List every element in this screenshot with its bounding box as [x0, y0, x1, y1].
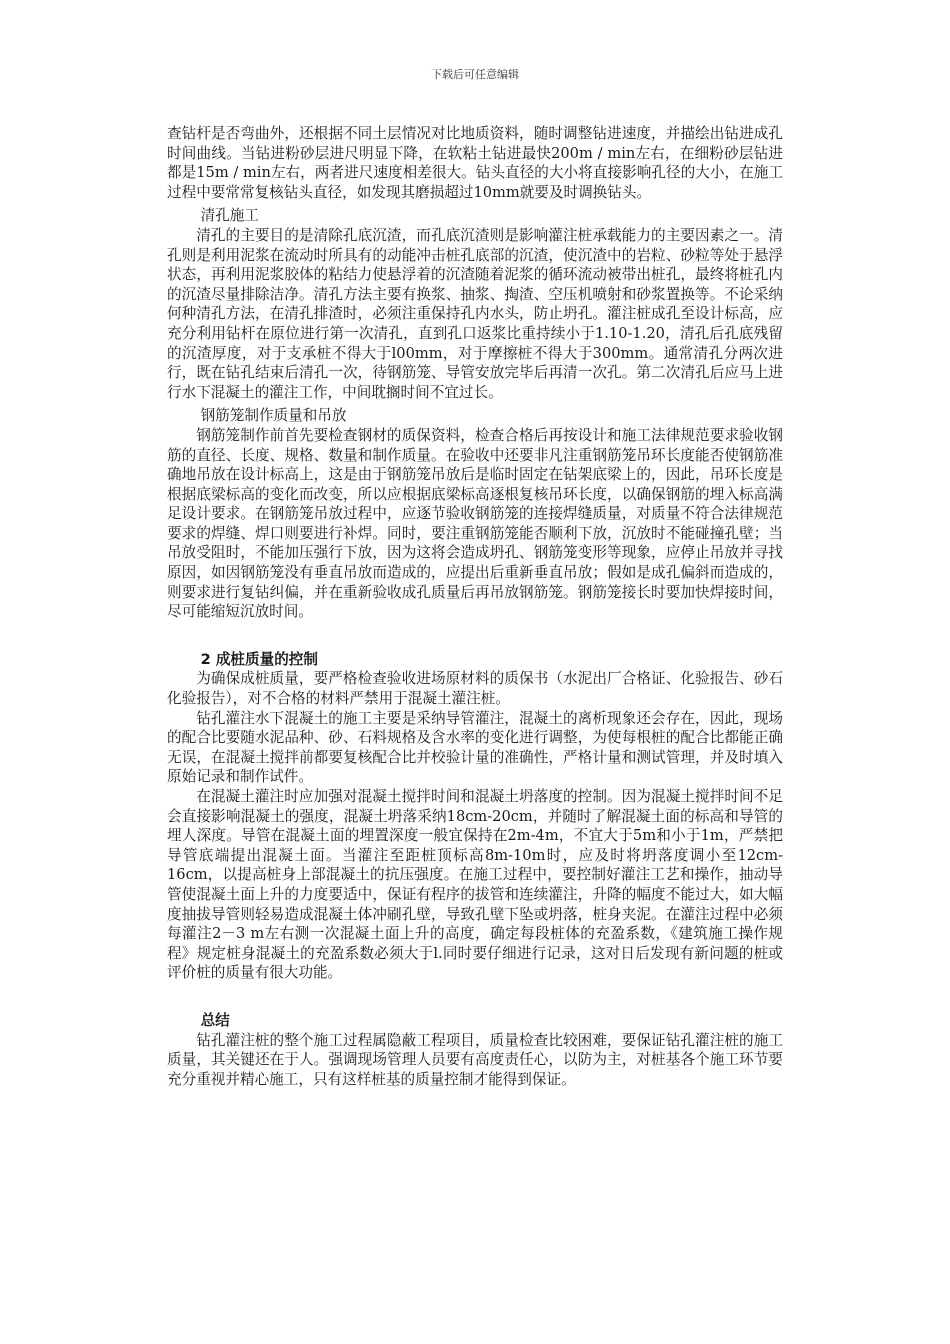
paragraph-materials: 为确保成桩质量，要严格检查验收进场原材料的质保书（水泥出厂合格证、化验报告、砂石化验报告），对不合格的材料严禁用于混凝土灌注桩。 — [167, 670, 783, 708]
section-heading-summary: 总结 — [200, 1011, 230, 1029]
paragraph-hole-cleaning: 清孔的主要目的是清除孔底沉渣，而孔底沉渣则是影响灌注桩承载能力的主要因素之一。清孔则是利用泥浆在流动时所具有的动能冲击桩孔底部的沉渣，使沉渣中的岩粒、砂粒等处于悬浮状态，再利用泥浆胶体的粘结力使悬浮着的沉渣随着泥浆的循环流动被带出桩孔，最终将桩孔内的沉渣尽量排除洁净。清孔方法主要有换浆、抽浆、掏渣、空压机喷射和砂浆置换等。不论采纳何种清孔方法，在清孔排渣时，必须注重保持孔内水头，防止坍孔。灌注桩成孔至设计标高，应充分利用钻杆在原位进行第一次清孔，直到孔口返浆比重持续小于1.10-1.20，清孔后孔底残留的沉渣厚度，对于支承桩不得大于l00mm，对于摩擦桩不得大于300mm。通常清孔分两次进行，既在钻孔结束后清孔一次，待钢筋笼、导管安放完毕后再清一次孔。第二次清孔后应马上进行水下混凝土的灌注工作，中间耽搁时间不宜过长。 — [167, 226, 783, 401]
paragraph-drilling: 查钻杆是否弯曲外，还根据不同土层情况对比地质资料，随时调整钻进速度，并描绘出钻进成孔时间曲线。当钻进粉砂层进尺明显下降，在软粘土钻进最快200m / min左右，在细粉砂层钻进都是15m / min左右，两者进尺速度相差很大。钻头直径的大小将直接影响孔径的大小，在施工过程中要常常复核钻头直径，如发现其磨损超过10mm就要及时调换钻头。 — [167, 125, 783, 201]
page-header: 下载后可任意编辑 — [431, 68, 519, 81]
paragraph-rebar-cage: 钢筋笼制作前首先要检查钢材的质保资料，检查合格后再按设计和施工法律规范要求验收钢筋的直径、长度、规格、数量和制作质量。在验收中还要非凡注重钢筋笼吊环长度能否使钢筋准确地吊放在设计标高上，这是由于钢筋笼吊放后是临时固定在钻架底梁上的，因此，吊环长度是根据底梁标高的变化而改变，所以应根据底梁标高逐根复核吊环长度，以确保钢筋的埋入标高满足设计要求。在钢筋笼吊放过程中，应逐节验收钢筋笼的连接焊缝质量，对质量不符合法律规范要求的焊缝、焊口则要进行补焊。同时，要注重钢筋笼能否顺利下放，沉放时不能碰撞孔壁；当吊放受阻时，不能加压强行下放，因为这将会造成坍孔、钢筋笼变形等现象，应停止吊放并寻找原因，如因钢筋笼没有垂直吊放而造成的，应提出后重新垂直吊放；假如是成孔偏斜而造成的，则要求进行复钻纠偏，并在重新验收成孔质量后再吊放钢筋笼。钢筋笼接长时要加快焊接时间，尽可能缩短沉放时间。 — [167, 426, 783, 621]
paragraph-mix-ratio: 钻孔灌注水下混凝土的施工主要是采纳导管灌注，混凝土的离析现象还会存在，因此，现场的配合比要随水泥品种、砂、石料规格及含水率的变化进行调整，为使每根桩的配合比都能正确无误，在混凝土搅拌前都要复核配合比并校验计量的准确性，严格计量和测试管理，并及时填入原始记录和制作试件。 — [167, 709, 783, 786]
subheading-hole-cleaning: 清孔施工 — [200, 207, 259, 225]
subheading-rebar-cage: 钢筋笼制作质量和吊放 — [200, 407, 347, 425]
paragraph-concrete-pouring: 在混凝土灌注时应加强对混凝土搅拌时间和混凝土坍落度的控制。因为混凝土搅拌时间不足会直接影响混凝土的强度，混凝土坍落采纳18cm-20cm，并随时了解混凝土面的标高和导管的埋人深度。导管在混凝土面的埋置深度一般宜保持在2m-4m，不宜大于5m和小于1m，严禁把导管底端提出混凝土面。当灌注至距桩顶标高8m-10m时，应及时将坍落度调小至12cm-16cm，以提高桩身上部混凝土的抗压强度。在施工过程中，要控制好灌注工艺和操作，抽动导管使混凝土面上升的力度要适中，保证有程序的拔管和连续灌注，升降的幅度不能过大，如大幅度抽拔导管则轻易造成混凝土体冲刷孔壁，导致孔壁下坠或坍落，桩身夹泥。在灌注过程中必须每灌注2－3 m左右测一次混凝土面上升的高度，确定每段桩体的充盈系数，《建筑施工操作规程》规定桩身混凝土的充盈系数必须大于l.同时要仔细进行记录，这对日后发现有新问题的桩或评价桩的质量有很大功能。 — [167, 788, 783, 982]
paragraph-summary: 钻孔灌注桩的整个施工过程属隐蔽工程项目，质量检查比较困难，要保证钻孔灌注桩的施工质量，其关键还在于人。强调现场管理人员要有高度责任心，以防为主，对桩基各个施工环节要充分重视并精心施工，只有这样桩基的质量控制才能得到保证。 — [167, 1031, 783, 1088]
document-body — [167, 124, 783, 1089]
section-heading-pile-quality: 2 成桩质量的控制 — [200, 650, 318, 668]
